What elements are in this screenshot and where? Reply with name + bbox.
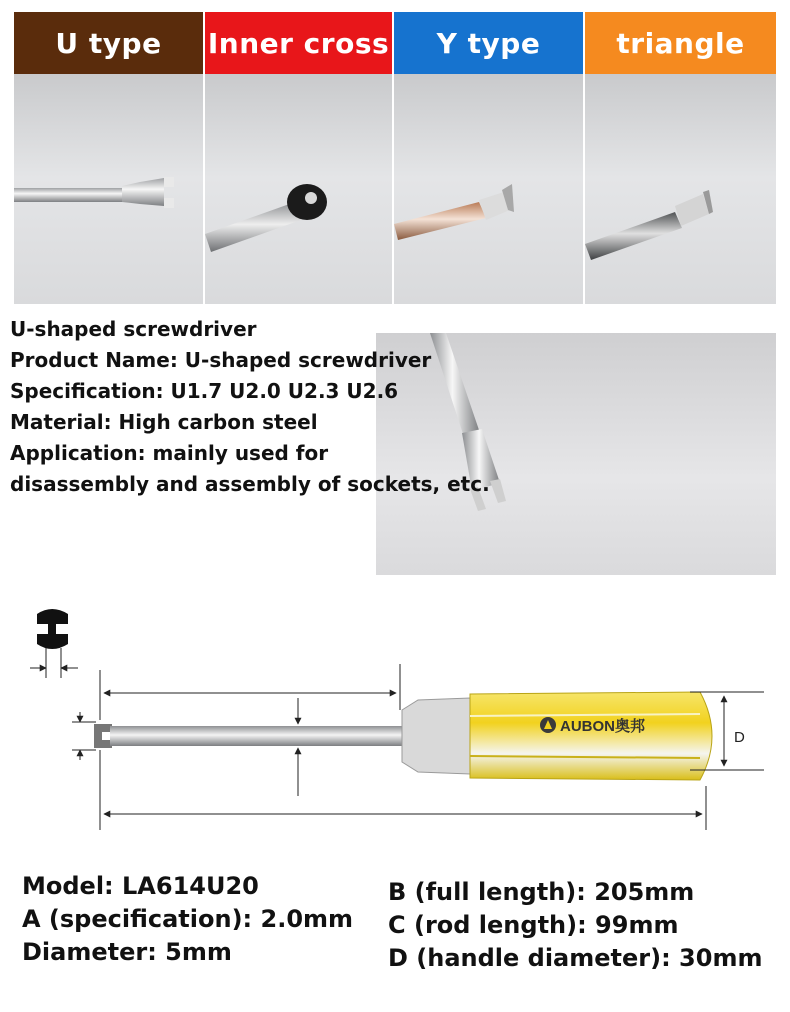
u-type-bit-image [14, 74, 203, 304]
aubon-logo-icon [540, 717, 556, 733]
tile-inner-cross [205, 12, 392, 304]
tile-u-type-header: U type [14, 12, 203, 74]
specs-right [388, 876, 762, 975]
description-specification: Specification: U1.7 U2.0 U2.3 U2.6 [10, 379, 399, 403]
screwdriver-shaft [110, 726, 406, 746]
triangle-bit-image [585, 74, 776, 304]
screwdriver-handle [402, 692, 712, 780]
description-product-name: Product Name: U-shaped screwdriver [10, 348, 432, 372]
tip-profile-icon [30, 609, 78, 678]
spec-diameter: Diameter: 5mm [22, 938, 232, 966]
spec-model: Model: LA614U20 [22, 872, 259, 900]
spec-handle-diameter: D (handle diameter): 30mm [388, 944, 763, 972]
description-application-2: disassembly and assembly of sockets, etc. [10, 472, 490, 496]
rod-length-dimension [100, 664, 400, 720]
dimension-diagram [0, 600, 790, 840]
specs-left [22, 870, 353, 969]
tile-y-type-header: Y type [394, 12, 583, 74]
dimension-label-d: D [734, 729, 745, 746]
spec-full-length: B (full length): 205mm [388, 878, 695, 906]
description-material: Material: High carbon steel [10, 410, 318, 434]
tile-y-type [394, 12, 583, 304]
spec-rod-length: C (rod length): 99mm [388, 911, 679, 939]
description-title: U-shaped screwdriver [10, 317, 257, 341]
tile-inner-cross-header: Inner cross [205, 12, 392, 74]
handle-brand-text: AUBON奥邦 [560, 718, 645, 735]
y-type-bit-image [394, 74, 583, 304]
description-application-1: Application: mainly used for [10, 441, 329, 465]
tile-triangle-header: triangle [585, 12, 776, 74]
tile-triangle [585, 12, 776, 304]
screwdriver-tip [72, 712, 112, 760]
tile-u-type [14, 12, 203, 304]
spec-a: A (specification): 2.0mm [22, 905, 354, 933]
product-description [10, 314, 490, 500]
inner-cross-bit-image [205, 74, 392, 304]
